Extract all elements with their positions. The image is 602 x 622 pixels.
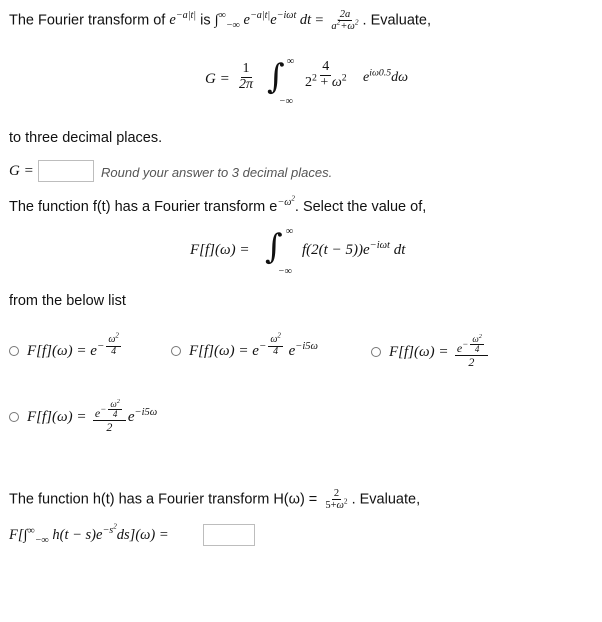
q1-hint: Round your answer to 3 decimal places. <box>101 165 333 180</box>
option-2-label: F[f](ω) = e <box>189 342 259 359</box>
option-3-label: F[f](ω) = <box>389 343 449 360</box>
option-1-label: F[f](ω) = e <box>27 342 97 359</box>
q1-answer-input[interactable] <box>38 160 94 182</box>
q2-list-label: from the below list <box>9 293 126 309</box>
q2-eq-integrand: $f(2(t - 5))e^{-i\omega t}$ dt <box>302 240 406 258</box>
q1-integral-inline: $\int^\infty_{-\infty}$ $e^{-a|t|}e^{-i\omega t}$ dt <box>214 10 312 32</box>
option-4[interactable]: F[f](ω) = $e^{- \frac{\omega^2}{4}}$ 2 $e^{-i5\omega}$ <box>9 400 157 433</box>
q3-evaluate: . Evaluate, <box>351 491 421 508</box>
q1-to-three: to three decimal places. <box>9 130 163 146</box>
q1-eq-lhs: G = <box>205 71 230 87</box>
option-4-label: F[f](ω) = <box>27 408 87 425</box>
q2-intro-post: . Select the value of, <box>294 199 427 216</box>
option-3[interactable]: F[f](ω) = $e^{- \frac{\omega^2}{4}}$ 2 <box>371 335 490 368</box>
q2-eq-lhs: F[f](ω) = <box>190 242 250 258</box>
q3-answer-input[interactable] <box>203 524 255 546</box>
option-1[interactable]: $F[f](\omega) = e^{- \frac{\omega^2}{4}}$ <box>9 335 123 360</box>
q2-intro-text: The function f(t) has a Fourier transform e <box>9 199 278 216</box>
q1-answer-label: G = <box>9 163 34 179</box>
q3-fraction: $\frac{2}{5+\omega^2}$ <box>325 488 348 512</box>
q2-intro: The function f(t) has a Fourier transform $e^{-\omega^2}$. Select the value of, <box>9 195 427 216</box>
q1-function: $e^{-a|t|}$ <box>169 10 197 29</box>
radio-icon[interactable] <box>9 412 19 422</box>
q2-equation: F[f](ω) = ∫ ∞ −∞ $f(2(t - 5))e^{-i\omega t}$ dt <box>190 226 406 277</box>
q3-intro-text: The function h(t) has a Fourier transform H(ω) = <box>9 491 318 508</box>
integral-sign: ∫ <box>267 57 285 97</box>
q3-intro <box>9 488 420 511</box>
q3-expression: $F[\int^\infty_{-\infty}$ $h(t - s)e^{-s^2}ds](\omega)$ = <box>9 523 169 547</box>
q1-eq-coefficient: $\frac{1}{2\pi}$ <box>239 61 254 92</box>
q1-intro: The Fourier transform of $e^{-a|t|}$ is $\int^\infty_{-\infty}$ $e^{-a|t|}e^{-i\omega t}$ dt = $\frac{2a}{a^2+\omega^2}$ . Evaluate, <box>9 9 432 33</box>
q1-evaluate: . Evaluate, <box>362 12 432 29</box>
q1-equation: G = $\frac{1}{2\pi}$ ∫ ∞ −∞ $\frac{4}{2^2 + \omega^2}$ $e^{i\omega 0.5}d\omega$ <box>205 56 408 107</box>
q1-fraction: $\frac{2a}{a^2+\omega^2}$ <box>331 9 359 33</box>
integral-sign: ∫ <box>265 227 283 267</box>
q1-eq-integrand: $\frac{4}{2^2 + \omega^2}$ <box>305 59 347 90</box>
radio-icon[interactable] <box>171 346 181 356</box>
radio-icon[interactable] <box>371 347 381 357</box>
radio-icon[interactable] <box>9 346 19 356</box>
q1-intro-text: The Fourier transform of <box>9 12 170 29</box>
q1-eq-exp: $e^{i\omega 0.5}d\omega$ <box>363 67 408 85</box>
option-2[interactable]: $F[f](\omega) = e^{- \frac{\omega^2}{4}}$ $e^{-i5\omega}$ <box>171 335 318 360</box>
